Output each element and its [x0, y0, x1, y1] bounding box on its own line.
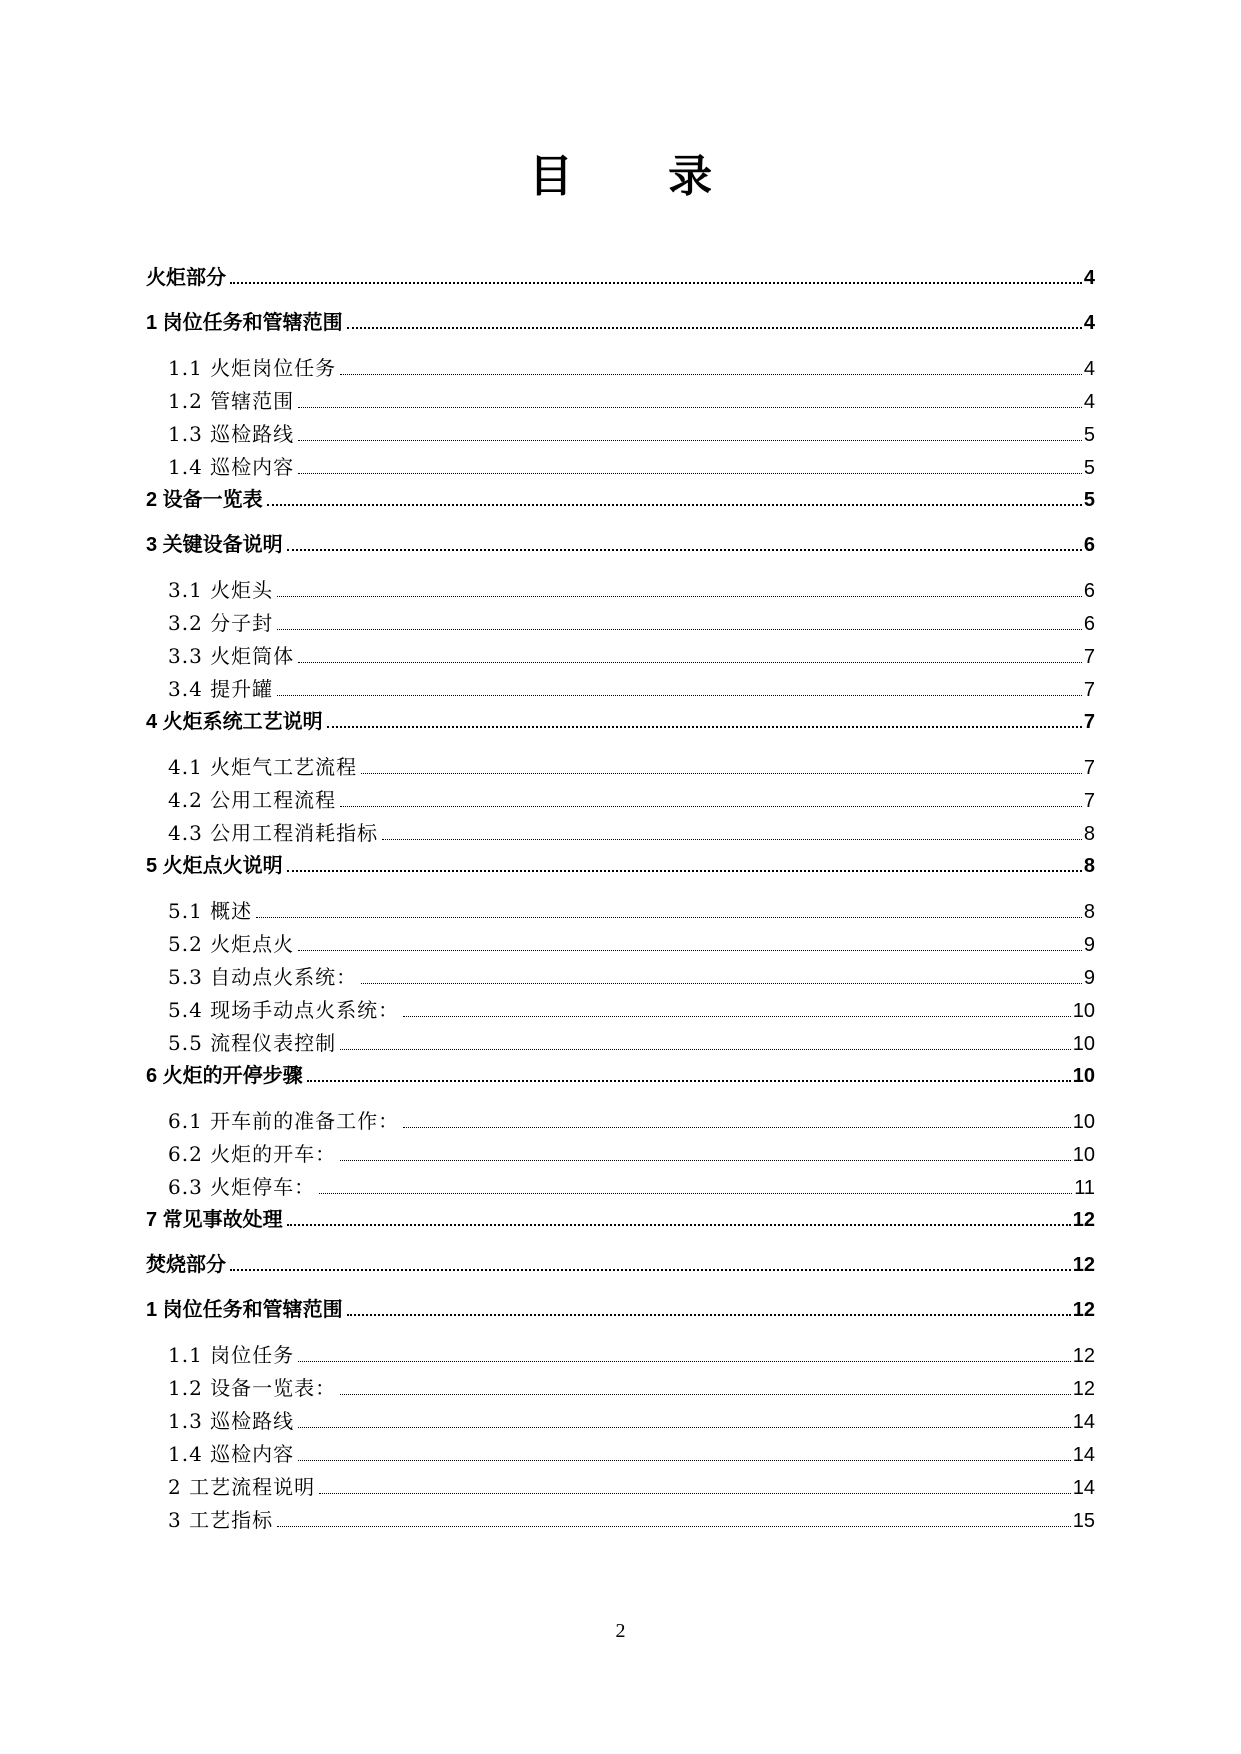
toc-entry[interactable]	[146, 1372, 1095, 1405]
toc-entry-page: 6	[1083, 534, 1095, 556]
dot-leader	[340, 786, 1082, 807]
toc-entry-label: 6.1 开车前的准备工作：	[168, 1109, 400, 1133]
dot-leader	[298, 1407, 1071, 1428]
toc-entry[interactable]	[146, 1060, 1095, 1105]
toc-entry-page: 10	[1072, 1065, 1095, 1087]
toc-entry-page: 7	[1083, 757, 1095, 779]
toc-entry[interactable]	[146, 418, 1095, 451]
toc-entry[interactable]	[146, 1171, 1095, 1204]
toc-entry-label: 4.2 公用工程流程	[168, 788, 337, 812]
dot-leader	[298, 930, 1082, 951]
toc-entry-page: 7	[1083, 711, 1095, 733]
toc-entry-label: 5 火炬点火说明	[146, 855, 283, 877]
dot-leader	[340, 1029, 1071, 1050]
toc-entry-page: 6	[1083, 613, 1095, 635]
toc-entry[interactable]	[146, 895, 1095, 928]
toc-entry-label: 5.2 火炬点火	[168, 932, 295, 956]
dot-leader	[277, 1506, 1071, 1527]
toc-entry-page: 10	[1072, 1000, 1095, 1022]
toc-entry-label: 3.4 提升罐	[168, 677, 274, 701]
toc-entry-page: 6	[1083, 580, 1095, 602]
dot-leader	[267, 484, 1082, 506]
toc-entry-label: 1.3 巡检路线	[168, 1409, 295, 1433]
dot-leader	[382, 819, 1082, 840]
toc-entry-label: 1.1 火炬岗位任务	[168, 356, 337, 380]
toc-entry-label: 5.1 概述	[168, 899, 253, 923]
dot-leader	[277, 675, 1082, 696]
toc-entry-page: 12	[1072, 1209, 1095, 1231]
toc-entry[interactable]	[146, 784, 1095, 817]
toc-entry[interactable]	[146, 751, 1095, 784]
toc-entry-page: 12	[1072, 1254, 1095, 1276]
toc-entry-label: 2 工艺流程说明	[168, 1475, 316, 1499]
toc-entry-label: 火炬部分	[146, 267, 226, 289]
toc-entry[interactable]	[146, 262, 1095, 307]
toc-entry-label: 6.2 火炬的开车：	[168, 1142, 337, 1166]
toc-entry-label: 4 火炬系统工艺说明	[146, 711, 323, 733]
dot-leader	[403, 996, 1071, 1017]
dot-leader	[287, 1204, 1071, 1226]
toc-entry-label: 1 岗位任务和管辖范围	[146, 1299, 343, 1321]
toc-entry[interactable]	[146, 1027, 1095, 1060]
dot-leader	[361, 963, 1082, 984]
toc-entry-page: 12	[1072, 1299, 1095, 1321]
dot-leader	[347, 1294, 1071, 1316]
dot-leader	[340, 1374, 1071, 1395]
toc-entry-page: 5	[1083, 457, 1095, 479]
toc-entry-label: 5.5 流程仪表控制	[168, 1031, 337, 1055]
toc-entry-label: 1.4 巡检内容	[168, 1442, 295, 1466]
toc-entry-label: 2 设备一览表	[146, 489, 263, 511]
toc-entry-page: 5	[1083, 489, 1095, 511]
toc-entry-label: 1.2 管辖范围	[168, 389, 295, 413]
toc-entry[interactable]	[146, 1438, 1095, 1471]
dot-leader	[347, 307, 1082, 329]
toc-entry-page: 9	[1083, 967, 1095, 989]
page-number: 2	[615, 1620, 626, 1642]
toc-entry-page: 4	[1083, 312, 1095, 334]
toc-entry-page: 15	[1072, 1510, 1095, 1532]
table-of-contents	[146, 262, 1095, 1537]
toc-entry-label: 1 岗位任务和管辖范围	[146, 312, 343, 334]
toc-entry-page: 8	[1083, 901, 1095, 923]
toc-entry-label: 3 关键设备说明	[146, 534, 283, 556]
toc-entry[interactable]	[146, 451, 1095, 484]
toc-entry[interactable]	[146, 484, 1095, 529]
dot-leader	[319, 1473, 1071, 1494]
toc-entry-label: 1.3 巡检路线	[168, 422, 295, 446]
toc-entry-page: 7	[1083, 679, 1095, 701]
dot-leader	[298, 1341, 1071, 1362]
toc-entry-label: 1.4 巡检内容	[168, 455, 295, 479]
dot-leader	[298, 1440, 1071, 1461]
dot-leader	[230, 1249, 1071, 1271]
toc-entry-label: 7 常见事故处理	[146, 1209, 283, 1231]
toc-entry-label: 4.3 公用工程消耗指标	[168, 821, 379, 845]
dot-leader	[307, 1060, 1071, 1082]
dot-leader	[230, 262, 1082, 284]
toc-entry-label: 1.1 岗位任务	[168, 1343, 295, 1367]
toc-entry-page: 7	[1083, 646, 1095, 668]
toc-entry[interactable]	[146, 817, 1095, 850]
toc-entry-label: 焚烧部分	[146, 1254, 226, 1276]
toc-entry[interactable]	[146, 673, 1095, 706]
toc-entry[interactable]	[146, 640, 1095, 673]
toc-entry-page: 14	[1072, 1444, 1095, 1466]
dot-leader	[298, 387, 1082, 408]
dot-leader	[277, 576, 1082, 597]
toc-entry[interactable]	[146, 1339, 1095, 1372]
toc-entry-page: 11	[1074, 1177, 1095, 1199]
toc-entry-label: 3.2 分子封	[168, 611, 274, 635]
toc-entry-page: 7	[1083, 790, 1095, 812]
dot-leader	[298, 453, 1082, 474]
toc-entry-page: 12	[1072, 1378, 1095, 1400]
toc-entry[interactable]	[146, 850, 1095, 895]
toc-entry[interactable]	[146, 307, 1095, 352]
dot-leader	[287, 529, 1082, 551]
dot-leader	[298, 420, 1082, 441]
toc-entry-page: 4	[1083, 358, 1095, 380]
toc-entry-page: 4	[1083, 267, 1095, 289]
toc-entry[interactable]	[146, 1105, 1095, 1138]
toc-entry-label: 6 火炬的开停步骤	[146, 1065, 303, 1087]
toc-entry[interactable]	[146, 1405, 1095, 1438]
toc-entry-page: 4	[1083, 391, 1095, 413]
toc-entry[interactable]	[146, 1249, 1095, 1294]
toc-entry-page: 14	[1072, 1477, 1095, 1499]
toc-entry-label: 1.2 设备一览表：	[168, 1376, 337, 1400]
toc-entry-label: 5.3 自动点火系统：	[168, 965, 358, 989]
dot-leader	[319, 1173, 1072, 1194]
dot-leader	[403, 1107, 1071, 1128]
toc-entry[interactable]	[146, 1138, 1095, 1171]
toc-entry[interactable]	[146, 1294, 1095, 1339]
toc-entry-page: 5	[1083, 424, 1095, 446]
toc-entry[interactable]	[146, 1204, 1095, 1249]
toc-entry[interactable]	[146, 961, 1095, 994]
dot-leader	[298, 642, 1082, 663]
toc-entry-label: 3 工艺指标	[168, 1508, 274, 1532]
toc-entry-page: 12	[1072, 1345, 1095, 1367]
dot-leader	[340, 1140, 1071, 1161]
toc-entry-label: 6.3 火炬停车：	[168, 1175, 316, 1199]
toc-entry-label: 3.1 火炬头	[168, 578, 274, 602]
toc-entry[interactable]	[146, 385, 1095, 418]
toc-entry-label: 5.4 现场手动点火系统：	[168, 998, 400, 1022]
toc-entry-label: 4.1 火炬气工艺流程	[168, 755, 358, 779]
toc-entry[interactable]	[146, 706, 1095, 751]
toc-entry-page: 14	[1072, 1411, 1095, 1433]
dot-leader	[327, 706, 1082, 728]
toc-entry-page: 10	[1072, 1111, 1095, 1133]
toc-entry[interactable]	[146, 574, 1095, 607]
toc-entry-page: 9	[1083, 934, 1095, 956]
dot-leader	[287, 850, 1082, 872]
toc-entry[interactable]	[146, 928, 1095, 961]
toc-entry-page: 10	[1072, 1144, 1095, 1166]
toc-entry-page: 10	[1072, 1033, 1095, 1055]
page-title: 目 录	[528, 151, 753, 202]
toc-entry[interactable]	[146, 352, 1095, 385]
dot-leader	[256, 897, 1082, 918]
toc-entry[interactable]	[146, 607, 1095, 640]
toc-entry-label: 3.3 火炬筒体	[168, 644, 295, 668]
toc-entry[interactable]	[146, 1471, 1095, 1504]
toc-entry[interactable]	[146, 529, 1095, 574]
dot-leader	[361, 753, 1082, 774]
dot-leader	[277, 609, 1082, 630]
toc-entry[interactable]	[146, 994, 1095, 1027]
dot-leader	[340, 354, 1082, 375]
toc-entry-page: 8	[1083, 823, 1095, 845]
toc-entry-page: 8	[1083, 855, 1095, 877]
toc-entry[interactable]	[146, 1504, 1095, 1537]
